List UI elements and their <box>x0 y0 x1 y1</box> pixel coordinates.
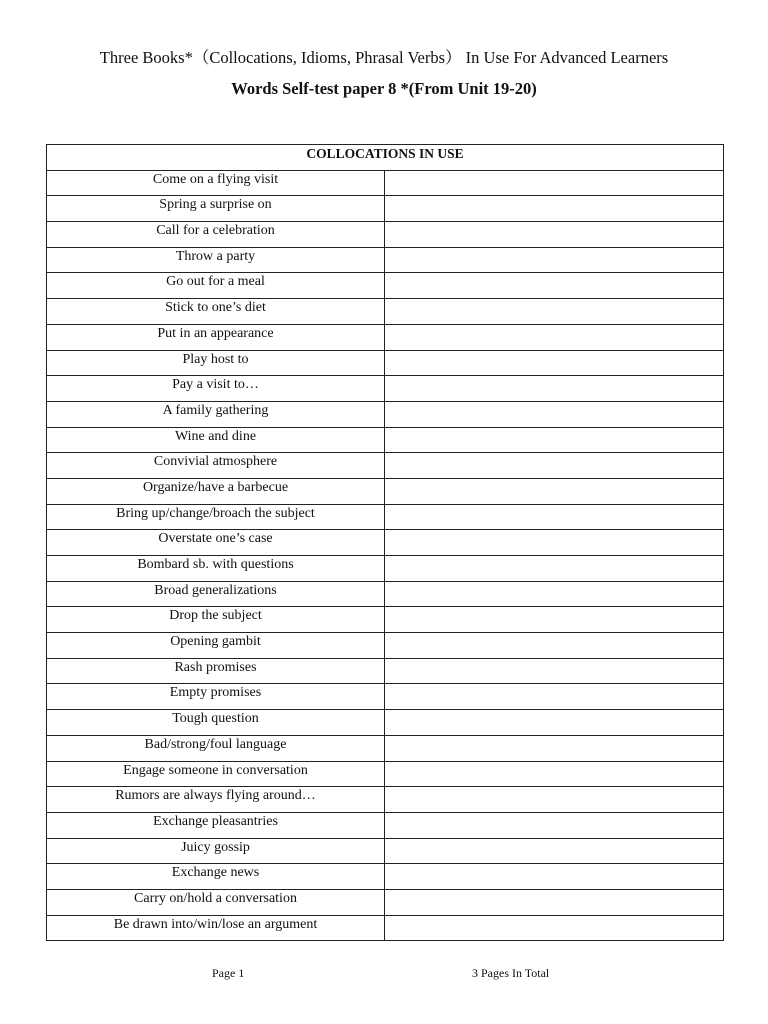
collocation-term: Exchange news <box>47 864 385 890</box>
table-row <box>47 247 724 273</box>
table-row <box>47 170 724 196</box>
answer-cell[interactable] <box>385 504 724 530</box>
table-row <box>47 761 724 787</box>
table-row <box>47 889 724 915</box>
table-row <box>47 376 724 402</box>
collocation-term: Exchange pleasantries <box>47 812 385 838</box>
answer-cell[interactable] <box>385 710 724 736</box>
collocation-term: Come on a flying visit <box>47 170 385 196</box>
collocation-term: Play host to <box>47 350 385 376</box>
table-row <box>47 607 724 633</box>
table-row <box>47 658 724 684</box>
table-row <box>47 299 724 325</box>
answer-cell[interactable] <box>385 735 724 761</box>
collocation-term: Be drawn into/win/lose an argument <box>47 915 385 941</box>
answer-cell[interactable] <box>385 196 724 222</box>
answer-cell[interactable] <box>385 787 724 813</box>
answer-cell[interactable] <box>385 376 724 402</box>
answer-cell[interactable] <box>385 812 724 838</box>
collocation-term: A family gathering <box>47 401 385 427</box>
table-row <box>47 478 724 504</box>
collocation-term: Opening gambit <box>47 633 385 659</box>
page-total: 3 Pages In Total <box>472 966 550 980</box>
collocation-term: Tough question <box>47 710 385 736</box>
answer-cell[interactable] <box>385 427 724 453</box>
answer-cell[interactable] <box>385 633 724 659</box>
table-row <box>47 684 724 710</box>
collocation-term: Call for a celebration <box>47 222 385 248</box>
table-row <box>47 196 724 222</box>
collocations-table <box>46 144 724 941</box>
collocation-term: Organize/have a barbecue <box>47 478 385 504</box>
document-subtitle: Words Self-test paper 8 *(From Unit 19-20) <box>231 79 537 98</box>
table-row <box>47 812 724 838</box>
collocation-term: Carry on/hold a conversation <box>47 889 385 915</box>
answer-cell[interactable] <box>385 478 724 504</box>
document-title: Three Books*（Collocations, Idioms, Phrasal Verbs） In Use For Advanced Learners <box>99 48 669 67</box>
table-body <box>47 170 724 941</box>
collocation-term: Bring up/change/broach the subject <box>47 504 385 530</box>
table-row <box>47 838 724 864</box>
table-heading: COLLOCATIONS IN USE <box>47 145 724 171</box>
page-number: Page 1 <box>212 966 245 980</box>
answer-cell[interactable] <box>385 222 724 248</box>
table-row <box>47 350 724 376</box>
answer-cell[interactable] <box>385 838 724 864</box>
table-row <box>47 735 724 761</box>
answer-cell[interactable] <box>385 581 724 607</box>
table-row <box>47 453 724 479</box>
collocation-term: Broad generalizations <box>47 581 385 607</box>
answer-cell[interactable] <box>385 401 724 427</box>
answer-cell[interactable] <box>385 273 724 299</box>
collocation-term: Go out for a meal <box>47 273 385 299</box>
table-row <box>47 864 724 890</box>
table-row <box>47 581 724 607</box>
collocation-term: Rash promises <box>47 658 385 684</box>
table-row <box>47 273 724 299</box>
collocation-term: Rumors are always flying around… <box>47 787 385 813</box>
table-row <box>47 222 724 248</box>
answer-cell[interactable] <box>385 324 724 350</box>
collocation-term: Stick to one’s diet <box>47 299 385 325</box>
table-row <box>47 556 724 582</box>
collocation-term: Bad/strong/foul language <box>47 735 385 761</box>
collocation-term: Drop the subject <box>47 607 385 633</box>
answer-cell[interactable] <box>385 350 724 376</box>
collocation-term: Convivial atmosphere <box>47 453 385 479</box>
collocation-term: Overstate one’s case <box>47 530 385 556</box>
table-row <box>47 787 724 813</box>
answer-cell[interactable] <box>385 170 724 196</box>
answer-cell[interactable] <box>385 607 724 633</box>
collocation-term: Spring a surprise on <box>47 196 385 222</box>
answer-cell[interactable] <box>385 889 724 915</box>
collocation-term: Wine and dine <box>47 427 385 453</box>
table-row <box>47 504 724 530</box>
table-row <box>47 915 724 941</box>
answer-cell[interactable] <box>385 530 724 556</box>
answer-cell[interactable] <box>385 247 724 273</box>
table-row <box>47 633 724 659</box>
table-row <box>47 401 724 427</box>
answer-cell[interactable] <box>385 761 724 787</box>
collocation-term: Put in an appearance <box>47 324 385 350</box>
collocation-term: Engage someone in conversation <box>47 761 385 787</box>
table-row <box>47 710 724 736</box>
collocation-term: Pay a visit to… <box>47 376 385 402</box>
table-row <box>47 324 724 350</box>
collocation-term: Empty promises <box>47 684 385 710</box>
answer-cell[interactable] <box>385 453 724 479</box>
answer-cell[interactable] <box>385 864 724 890</box>
answer-cell[interactable] <box>385 684 724 710</box>
table-row <box>47 427 724 453</box>
answer-cell[interactable] <box>385 915 724 941</box>
collocation-term: Bombard sb. with questions <box>47 556 385 582</box>
table-row <box>47 530 724 556</box>
collocation-term: Juicy gossip <box>47 838 385 864</box>
table-heading-row <box>47 145 724 171</box>
answer-cell[interactable] <box>385 556 724 582</box>
answer-cell[interactable] <box>385 299 724 325</box>
answer-cell[interactable] <box>385 658 724 684</box>
collocation-term: Throw a party <box>47 247 385 273</box>
